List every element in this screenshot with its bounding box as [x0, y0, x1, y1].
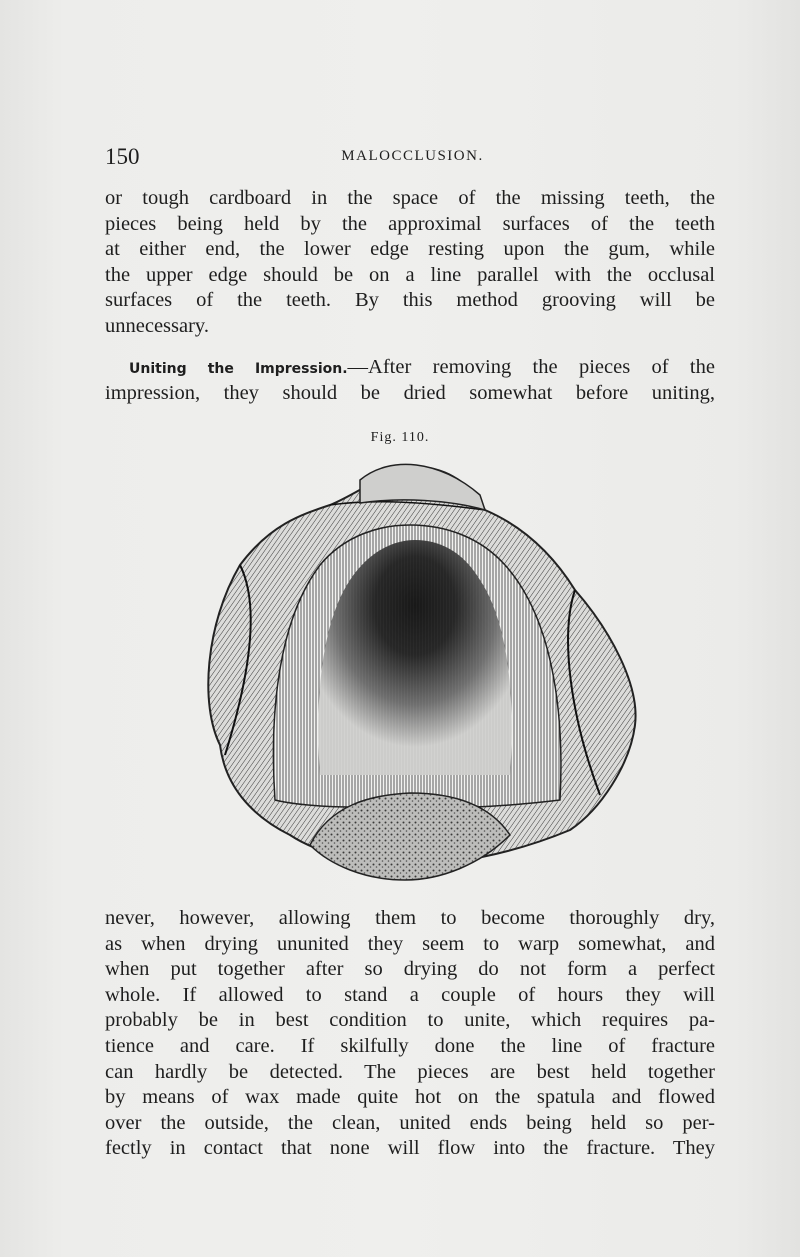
section-first-line: [105, 355, 715, 381]
text-line: pieces being held by the approximal surfaces of the teeth: [105, 212, 715, 235]
text-line: fectly in contact that none will flow into the fracture. They: [105, 1137, 715, 1160]
text-line: never, however, allowing them to become thoroughly dry,: [105, 907, 715, 929]
text-line: or tough cardboard in the space of the missing teeth, the: [105, 187, 715, 209]
section-heading: Uniting the Impression.: [129, 361, 348, 377]
top-paragraph: [105, 186, 715, 340]
text-line: surfaces of the teeth. By this method grooving will be: [105, 289, 715, 312]
text-line: as when drying ununited they seem to warp somewhat, and: [105, 932, 715, 955]
text-line: unnecessary.: [105, 314, 209, 337]
figure-caption: Fig. 110.: [370, 430, 430, 445]
text-line: the upper edge should be on a line parallel with the occlusal: [105, 263, 715, 286]
text-line: can hardly be detected. The pieces are best held together: [105, 1060, 715, 1083]
text-line: by means of wax made quite hot on the spatula and flowed: [105, 1086, 715, 1109]
text-line: tience and care. If skilfully done the line of fracture: [105, 1034, 715, 1057]
text-line: over the outside, the clean, united ends being held so per-: [105, 1111, 715, 1134]
section-heading-continuation: —After removing the pieces of the: [347, 356, 715, 378]
text-line: when put together after so drying do not form a perfect: [105, 958, 715, 981]
dental-impression-icon: [180, 455, 650, 885]
page-number: 150: [105, 144, 140, 169]
text-line: probably be in best condition to unite, which requires pa-: [105, 1009, 715, 1032]
page-header: [105, 144, 720, 174]
text-line: impression, they should be dried somewhat before uniting,: [105, 381, 715, 404]
bottom-paragraph: [105, 906, 715, 1162]
running-head: MALOCCLUSION.: [341, 148, 484, 164]
section-paragraph: [105, 355, 715, 406]
dental-impression-illustration: [180, 455, 650, 885]
text-line: whole. If allowed to stand a couple of hours they will: [105, 983, 715, 1006]
text-line: at either end, the lower edge resting upon the gum, while: [105, 238, 715, 261]
